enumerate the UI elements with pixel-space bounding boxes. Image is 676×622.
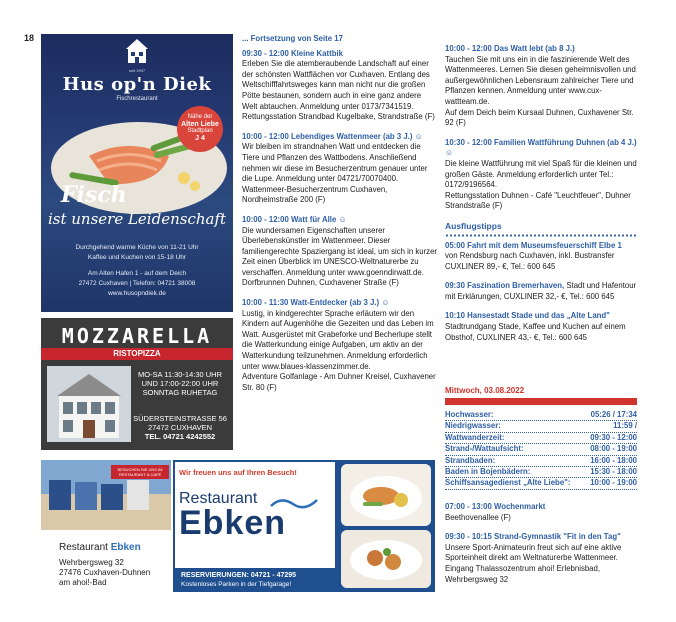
badge-line: Stadtplan	[187, 128, 213, 134]
tide-row	[445, 433, 637, 444]
event-text: Beethovenallee (F)	[445, 512, 511, 522]
ebken-name-prefix: Restaurant	[59, 542, 108, 553]
badge-line: Nähe der	[187, 114, 213, 120]
hus-since: seit 1997	[128, 68, 146, 73]
visit-banner: BESUCHEN SIE UNS IM RESTAURANT & CAFÉ	[111, 465, 169, 479]
ebken-name	[59, 542, 141, 553]
address-line: Wehrbergsweg 32	[59, 558, 124, 567]
hours-line: SONNTAG RUHETAG	[142, 388, 218, 397]
tide-label: Wattwanderzeit:	[445, 432, 505, 442]
hus-info-line: Am Alten Hafen 1 - auf dem Deich	[87, 270, 187, 277]
excursion-item	[445, 281, 637, 302]
hus-slogan-line2: ist unsere Leidenschaft	[47, 210, 227, 228]
excursion-text: von Rendsburg nach Cuxhaven, inkl. Bustransfer CUXLINER 89,- €, Tel.: 600 645	[445, 251, 615, 271]
event-text: Lustig, in kindgerechter Sprache erläutern wir den Kindern auf Augenhöhe die Gezeiten und das Leben im Watt. Ausgerüstet mit Grabeforke und Becherlupe stellt die Watterkundung einige Aufgaben, um aktiv an der Watterkundung teilzunehmen. Anmeldung erforderlich unter www.blaues-klassenzimmer.de.	[242, 308, 434, 371]
tide-label: Strand-/Wattaufsicht:	[445, 444, 524, 454]
event-location: Rettungsstation Duhnen - Café "Leuchtfeuer", Duhner Strandstraße (F)	[445, 190, 631, 211]
wave-icon	[269, 496, 319, 512]
tide-value: 11:59 /	[613, 421, 637, 431]
parking-note: Kostenloses Parken in der Tiefgarage!	[181, 581, 292, 588]
food-plate-image	[341, 464, 431, 526]
hours-line: UND 17:00-22:00 UHR	[141, 379, 219, 388]
tide-value: 16:00 - 18:00	[590, 455, 637, 465]
event-item	[242, 298, 438, 393]
event-heading: 07:00 - 13:00 Wochenmarkt	[445, 502, 546, 511]
events-column-right	[445, 44, 637, 352]
dotted-divider	[445, 234, 637, 237]
event-item	[445, 502, 637, 523]
event-item	[445, 44, 637, 129]
event-heading: 09:30 - 12:00 Kleine Kattbik	[242, 48, 343, 58]
mozzarella-subtitle: RISTOPIZZA	[41, 348, 233, 360]
tide-label: Niedrigwasser:	[445, 421, 501, 431]
continuation-note: ... Fortsetzung von Seite 17	[242, 34, 343, 43]
event-text: Wir bleiben im strandnahen Watt und entdecken die Tiere und Pflanzen des Wattbodens. Anschließend nehmen wir diese im Besucherzentrum genauer unter die Lupe. Anmeldung unter 04721/70070400.	[242, 142, 428, 184]
ebken-name-highlight: Ebken	[110, 542, 141, 553]
event-item	[445, 138, 637, 212]
hus-info-line: Durchgehend warme Küche von 11-21 Uhr	[75, 244, 199, 251]
event-heading: 09:30 - 10:15 Strand-Gymnastik "Fit in den Tag"	[445, 532, 621, 542]
date-heading: Mittwoch, 03.08.2022	[445, 386, 525, 395]
phone-number: TEL. 04721 4242552	[144, 432, 216, 441]
excursion-heading: 05:00 Fahrt mit dem Museumsfeuerschiff Elbe 1	[445, 240, 622, 250]
event-heading: 10:00 - 11:30 Watt-Entdecker (ab 3 J.) ☺	[242, 298, 390, 308]
ebken-logo: Ebken	[179, 504, 287, 542]
tide-value: 05:26 / 17:34	[590, 410, 637, 419]
excursion-heading: 10:10 Hansestadt Stade und das „Alte Land"	[445, 311, 610, 321]
tide-label: Strandbaden:	[445, 455, 496, 465]
badge-line: J 4	[195, 135, 205, 142]
excursion-item	[445, 241, 637, 273]
event-text: Die wundersamen Eigenschaften unserer Überlebenskünstler im Wattenmeer. Dieser familiengerechte Spaziergang ist ideal, um sich in kurzer Zeit einen Überblick im UNESCO-Weltnaturerbe zu verschaffen. Anmeldung unter www.goenndirwatt.de.	[242, 225, 438, 277]
events-after-tides	[445, 502, 637, 594]
event-text: Die kleine Wattführung mit viel Spaß für die kleinen und großen Gäste. Anmeldung erforderlich unter Tel.: 0172/9196564.	[445, 158, 637, 190]
event-heading: 10:00 - 12:00 Watt für Alle ☺	[242, 214, 347, 224]
event-heading: 10:00 - 12:00 Das Watt lebt (ab 8 J.)	[445, 44, 575, 53]
event-heading: 10:00 - 12:00 Lebendiges Wattenmeer (ab 3 J.) ☺	[242, 131, 423, 141]
event-location: Auf dem Deich beim Kursaal Duhnen, Cuxhavener Str. 92 (F)	[445, 107, 634, 128]
event-item	[242, 132, 438, 206]
hus-website-link[interactable]: www.husopndiek.de	[108, 290, 166, 297]
mozzarella-title: MOZZARELLA	[61, 324, 213, 348]
ad-restaurant-ebken[interactable]	[41, 460, 435, 592]
tide-value: 08:00 - 19:00	[590, 444, 637, 454]
badge-line: Alten Liebe	[181, 121, 219, 128]
food-plate-image	[341, 530, 431, 588]
excursion-text: Stadtrundgang Stade, Kaffee und Kuchen auf einem Obsthof, CUXLINER 43,- €, Tel.: 600 645	[445, 322, 626, 342]
address-line: SÜDERSTEINSTRASSE 56	[133, 414, 227, 423]
date-rule	[445, 398, 637, 405]
tide-row	[445, 467, 637, 478]
address-line: 27472 CUXHAVEN	[147, 423, 213, 432]
tide-table	[445, 410, 637, 490]
tide-row	[445, 421, 637, 432]
event-location: Dorfbrunnen Duhnen, Cuxhavener Straße (F)	[242, 278, 399, 288]
event-location: Rettungsstation Strandbad Kugelbake, Strandstraße (F)	[242, 112, 435, 122]
tide-label: Schiffsansagedienst „Alte Liebe":	[445, 478, 571, 488]
mozzarella-hours	[131, 370, 229, 397]
excursion-item	[445, 311, 637, 343]
ad-mozzarella[interactable]	[41, 318, 233, 450]
ebken-logo-small: Restaurant	[179, 490, 258, 507]
hus-info-line: 27472 Cuxhaven | Telefon: 04721 38008	[78, 280, 196, 287]
events-column-middle	[242, 34, 438, 402]
tide-row	[445, 478, 637, 489]
tide-value: 10:00 - 19:00	[590, 478, 637, 488]
ebken-address	[59, 558, 150, 588]
event-location: Wattenmeer-Besucherzentrum Cuxhaven, Nordheimstraße 200 (F)	[242, 184, 388, 205]
tide-row	[445, 444, 637, 455]
ebken-welcome: Wir freuen uns auf Ihren Besuch!	[179, 468, 297, 477]
event-text: Erleben Sie die atemberaubende Landschaft auf einer der schönsten Wattflächen vor Cuxhaven. Entlang des Weltschifffahrtsweges kann man nicht nur die großen Pötte bestaunen, sondern auch in eine ganz andere Welt abtauchen. Anmeldung unter 0173/7341519.	[242, 59, 430, 111]
tide-row	[445, 456, 637, 467]
mozzarella-address	[131, 414, 229, 441]
building-image	[47, 366, 131, 442]
tide-value: 15:30 - 18:00	[590, 467, 637, 477]
hours-line: MO-SA 11:30-14:30 UHR	[137, 370, 223, 379]
event-text: Unsere Sport-Animateurin freut sich auf eine aktive Sporteinheit direkt am Weltnaturerbe Wattenmeer. Eingang Thalassozentrum ahoi! Erlebnisbad, Wehrbergsweg 32	[445, 542, 622, 584]
hus-name: Hus op'n Diek	[62, 74, 212, 95]
event-heading: 10:30 - 12:00 Familien Wattführung Duhnen (ab 4 J.) ☺	[445, 137, 637, 158]
house-logo-icon	[125, 38, 149, 64]
event-item	[445, 532, 637, 585]
tide-label: Hochwasser:	[445, 410, 494, 419]
hus-subtitle: Fischrestaurant	[116, 96, 158, 102]
tide-row	[445, 410, 637, 421]
excursion-text: Stadt und Hafentour mit Erklärungen, CUXLINER 32,- €, Tel.: 600 645	[445, 281, 637, 301]
excursion-heading: 09:30 Faszination Bremerhaven,	[445, 281, 565, 291]
excursions-title: Ausflugstipps	[445, 220, 502, 231]
location-badge	[177, 106, 223, 152]
event-item	[242, 215, 438, 289]
hus-slogan: Fisch	[61, 182, 127, 208]
event-text: Tauchen Sie mit uns ein in die faszinierende Welt des Wattenmeeres. Lernen Sie diesen geheimnisvollen und außergewöhnlichen Lebensraum zahlreicher Tiere und Pflanzen kennen. Anmeldung unter www.cux-wattteam.de.	[445, 54, 636, 106]
tide-label: Baden in Bojenbädern:	[445, 467, 531, 477]
reservation-phone: RESERVIERUNGEN: 04721 - 47295	[181, 572, 297, 579]
event-location: Adventure Golfanlage - Am Duhner Kreisel, Cuxhavener Str. 80 (F)	[242, 372, 436, 392]
address-line: 27476 Cuxhaven-Duhnen	[59, 568, 151, 577]
event-item	[242, 49, 438, 123]
address-line: am ahoi!-Bad	[59, 578, 107, 587]
ad-hus-opn-diek[interactable]	[41, 34, 233, 312]
hus-info-line: Kaffee und Kuchen von 15-18 Uhr	[87, 254, 187, 261]
page-number: 18	[24, 33, 35, 43]
tide-value: 09:30 - 12:00	[590, 432, 637, 442]
